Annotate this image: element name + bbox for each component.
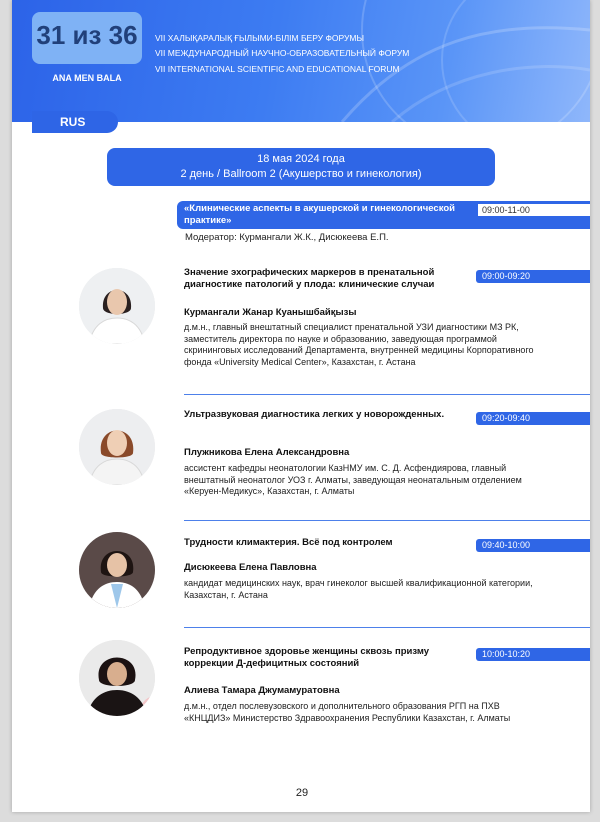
talk-title: Ультразвуковая диагностика легких у новорожденных.: [184, 409, 445, 420]
talk-time: 10:00-10:20: [476, 648, 590, 661]
talk-time: 09:20-09:40: [476, 412, 590, 425]
speaker-description: д.м.н., главный внештатный специалист пренатальной УЗИ диагностики МЗ РК, заместитель директора по науке и образованию, заведующая программой скрининговых исследований Департамента, внутренней медицины Корпоративного фонда «University Medical Center», Казахстан, г. Астана: [184, 322, 534, 367]
forum-title-en: VII INTERNATIONAL SCIENTIFIC AND EDUCATIONAL FORUM: [155, 64, 400, 74]
language-tab: RUS: [32, 111, 118, 133]
schedule-day-room: 2 день / Ballroom 2 (Акушерство и гинекология): [180, 168, 422, 180]
session-moderator: Модератор: Курмангали Ж.К., Дисюкеева Е.П.: [185, 232, 389, 243]
talk-title: Репродуктивное здоровье женщины сквозь призму коррекции Д-дефицитных состояний: [184, 646, 430, 669]
program-page: [12, 0, 590, 812]
forum-title-kz: VII ХАЛЫҚАРАЛЫҚ ҒЫЛЫМИ-БІЛІМ БЕРУ ФОРУМЫ: [155, 33, 365, 43]
speaker-name: Дисюкеева Елена Павловна: [184, 562, 317, 573]
speaker-photo: [79, 409, 155, 485]
talk-title: Трудности климактерия. Всё под контролем: [184, 537, 393, 548]
speaker-name: Плужникова Елена Александровна: [184, 447, 350, 458]
forum-header: [12, 0, 590, 122]
speaker-name: Курмангали Жанар Куанышбайқызы: [184, 307, 357, 318]
speaker-name: Алиева Тамара Джумамуратовна: [184, 685, 340, 696]
forum-logo: 31 из 36: [36, 20, 138, 50]
session-title: «Клинические аспекты в акушерской и гинекологической практике»: [184, 203, 455, 226]
schedule-date-box: [107, 148, 495, 186]
divider: [184, 627, 590, 628]
schedule-date: 18 мая 2024 года: [257, 153, 345, 165]
forum-title-ru: VII МЕЖДУНАРОДНЫЙ НАУЧНО-ОБРАЗОВАТЕЛЬНЫЙ ФОРУМ: [155, 48, 410, 58]
divider: [184, 394, 590, 395]
speaker-photo: [79, 268, 155, 344]
speaker-description: д.м.н., отдел послевузовского и дополнительного образования РГП на ПХВ «КНЦДИЗ» Министерство Здравоохранения Республики Казахстан, г. Алматы: [184, 701, 511, 723]
talk-time: 09:40-10:00: [476, 539, 590, 552]
talk-time: 09:00-09:20: [476, 270, 590, 283]
speaker-photo: [79, 640, 155, 716]
speaker-description: кандидат медицинских наук, врач гинеколог высшей квалификационной категории, Казахстан, г. Астана: [184, 578, 533, 600]
forum-logo-subtitle: ANA MEN BALA: [52, 73, 122, 83]
page-number: 29: [295, 787, 309, 799]
divider: [184, 520, 590, 521]
speaker-description: ассистент кафедры неонатологии КазНМУ им. С. Д. Асфендиярова, главный внештатный неонатолог УОЗ г. Алматы, заведующая неонатальным отделением «Керуен-Медикус», Казахстан, г. Алматы: [184, 463, 522, 496]
talk-title: Значение эхографических маркеров в пренатальной диагностике патологий у плода: клинические случаи: [184, 267, 435, 290]
session-time: 09:00-11-00: [478, 204, 590, 216]
speaker-photo: [79, 532, 155, 608]
